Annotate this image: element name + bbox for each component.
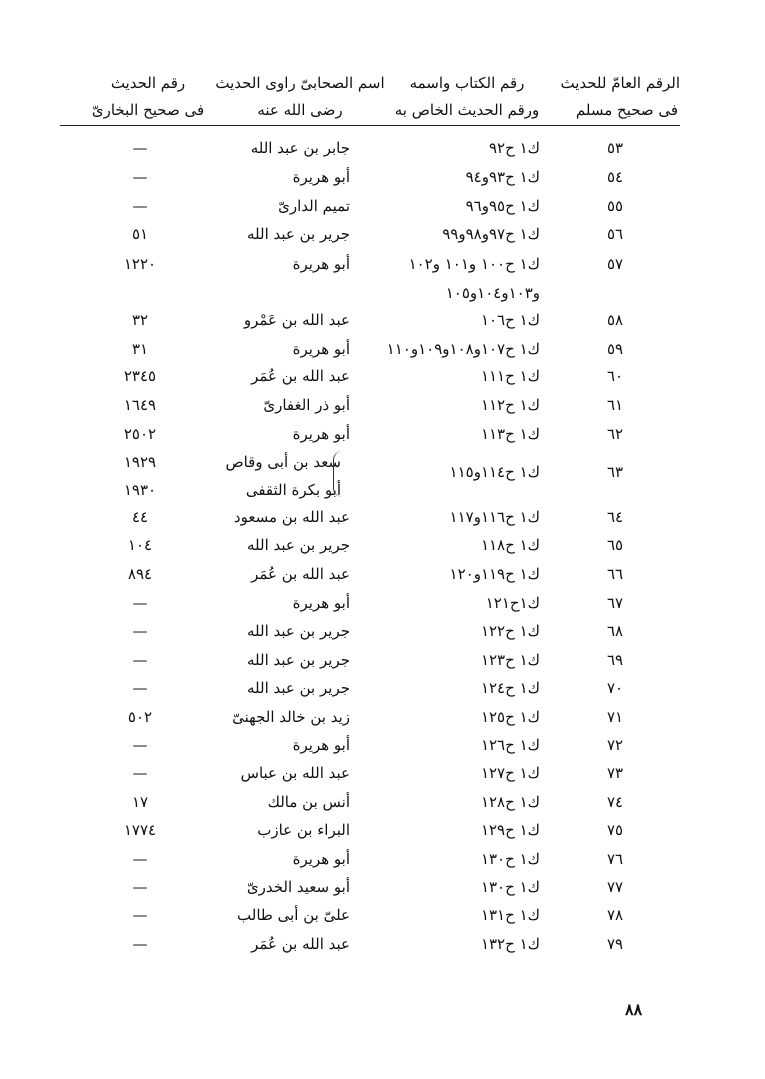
companion-name: جرير بن عبد الله — [247, 651, 350, 669]
hadith-book-ref: ك١ ح١٢٦ — [480, 736, 540, 754]
hadith-book-ref: ك١ ح١٢٤ — [480, 679, 540, 697]
hadith-general-number: ٦١ — [606, 396, 624, 414]
hadith-general-number: ٥٦ — [606, 225, 624, 243]
hadith-book-ref: ك١ ح١١٤و١١٥ — [449, 463, 540, 481]
companion-name: جرير بن عبد الله — [247, 536, 350, 554]
table-row — [0, 703, 765, 731]
grouping-brace — [333, 451, 342, 497]
hadith-book-ref: ك١ ح٩٧و٩٨و٩٩ — [442, 225, 540, 243]
companion-name: عبد الله بن عُمَر — [251, 367, 350, 385]
bukhari-number: — — [132, 197, 148, 215]
header-book-line-1: رقم الكتاب واسمه — [409, 74, 525, 92]
table-row — [0, 816, 765, 844]
bukhari-number: ٣٢ — [131, 311, 149, 329]
companion-name: عبد الله بن عُمَر — [251, 935, 350, 953]
hadith-general-number: ٧٢ — [606, 736, 624, 754]
table-row — [0, 391, 765, 419]
companion-name: أبو هريرة — [292, 425, 350, 443]
hadith-general-number: ٥٣ — [606, 139, 624, 157]
header-bukhari-line-2: فى صحيح البخارىّ — [91, 101, 205, 119]
table-row — [0, 306, 765, 334]
table-row — [0, 674, 765, 702]
table-row — [0, 646, 765, 674]
companion-name: أبو هريرة — [292, 850, 350, 868]
bukhari-number: ١٩٣٠ — [123, 481, 157, 499]
hadith-book-ref: ك١ ح١٣٠ — [480, 850, 540, 868]
hadith-general-number: ٧١ — [606, 708, 624, 726]
companion-name: جابر بن عبد الله — [250, 139, 350, 157]
table-row — [0, 759, 765, 787]
bukhari-number: — — [132, 850, 148, 868]
table-row — [0, 845, 765, 873]
header-bukhari-line-1: رقم الحديث — [110, 74, 186, 92]
hadith-book-ref: ك١ ح١١٦و١١٧ — [449, 508, 540, 526]
companion-name: أبو هريرة — [292, 736, 350, 754]
table-row — [0, 335, 765, 363]
bukhari-number: — — [132, 764, 148, 782]
table-row — [0, 503, 765, 531]
hadith-general-number: ٧٠ — [606, 679, 624, 697]
hadith-general-number: ٦٠ — [606, 367, 624, 385]
hadith-general-number: ٧٣ — [606, 764, 624, 782]
companion-name: تميم الدارىّ — [278, 197, 350, 215]
hadith-book-ref: ك١ ح٩٣و٩٤ — [465, 168, 540, 186]
bukhari-number: — — [132, 906, 148, 924]
companion-name: أبو ذر الغفارىّ — [263, 396, 350, 414]
bukhari-number: ٨٩٤ — [127, 565, 153, 583]
table-row — [0, 420, 765, 448]
hadith-book-ref: ك١ ح١٢٢ — [480, 622, 540, 640]
header-general-line-1: الرقم العامّ للحديث — [560, 74, 680, 92]
companion-name: عبد الله بن عباس — [240, 764, 350, 782]
hadith-general-number: ٥٤ — [606, 168, 624, 186]
hadith-book-ref: ك١ ح١٠٦ — [480, 311, 540, 329]
bukhari-number: — — [132, 935, 148, 953]
bukhari-number: ٥١ — [131, 225, 149, 243]
hadith-book-ref: ك١ ح١٣١ — [480, 906, 540, 924]
companion-name: عبد الله بن مسعود — [233, 508, 350, 526]
companion-name: أبو هريرة — [292, 255, 350, 273]
table-row — [0, 163, 765, 191]
companion-name: علىّ بن أبى طالب — [237, 906, 350, 924]
bukhari-number: ١٧ — [131, 793, 149, 811]
hadith-book-ref: ك١ ح٩٥و٩٦ — [465, 197, 540, 215]
header-general-number — [560, 70, 680, 124]
table-row — [0, 873, 765, 901]
bukhari-number: — — [132, 139, 148, 157]
companion-name: أبو سعيد الخدرىّ — [246, 878, 350, 896]
bukhari-number: ١٠٤ — [127, 536, 153, 554]
hadith-general-number: ٦٦ — [606, 565, 624, 583]
table-row — [0, 617, 765, 645]
table-row — [0, 362, 765, 390]
table-row — [0, 250, 765, 278]
companion-name: أبو هريرة — [292, 594, 350, 612]
bukhari-number: ١٩٢٩ — [123, 453, 157, 471]
header-book-line-2: ورقم الحديث الخاص به — [394, 101, 540, 119]
bukhari-number: — — [132, 679, 148, 697]
hadith-general-number: ٧٥ — [606, 821, 624, 839]
bukhari-number: ٤٤ — [131, 508, 149, 526]
companion-name: أبو بكرة الثقفى — [245, 481, 341, 499]
companion-name: أنس بن مالك — [267, 793, 350, 811]
hadith-general-number: ٦٤ — [606, 508, 624, 526]
hadith-general-number: ٦٣ — [606, 463, 624, 481]
hadith-general-number: ٧٨ — [606, 906, 624, 924]
bukhari-number: ١٢٢٠ — [123, 255, 157, 273]
bukhari-number: ٥٠٢ — [127, 708, 153, 726]
bukhari-number: ١٧٧٤ — [123, 821, 157, 839]
hadith-general-number: ٧٦ — [606, 850, 624, 868]
hadith-general-number: ٧٩ — [606, 935, 624, 953]
hadith-book-ref: ك١ ح١٣٢ — [480, 935, 540, 953]
hadith-book-ref: ك١ ح١٢٧ — [480, 764, 540, 782]
companion-name: سعد بن أبى وقاص — [225, 453, 341, 471]
table-row — [0, 192, 765, 220]
hadith-general-number: ٧٤ — [606, 793, 624, 811]
hadith-book-ref: ك١ ح٩٢ — [488, 139, 540, 157]
companion-name: عبد الله بن عَمْرو — [243, 311, 350, 329]
companion-name: عبد الله بن عُمَر — [251, 565, 350, 583]
table-row — [0, 560, 765, 588]
bukhari-number: ٢٣٤٥ — [123, 367, 157, 385]
table-row — [0, 589, 765, 617]
table-row — [0, 930, 765, 958]
page-number: ٨٨ — [625, 1000, 643, 1019]
table-row — [0, 134, 765, 162]
bukhari-number: — — [132, 651, 148, 669]
header-book-number — [383, 70, 551, 124]
header-general-line-2: فى صحيح مسلم — [575, 101, 679, 119]
bukhari-number: ١٦٤٩ — [123, 396, 157, 414]
bukhari-number: — — [132, 736, 148, 754]
hadith-general-number: ٦٢ — [606, 425, 624, 443]
hadith-book-ref: ك١ ح١١٩و١٢٠ — [449, 565, 540, 583]
hadith-book-ref: ك١ ح١١٢ — [480, 396, 540, 414]
hadith-book-ref: ك١ ح١٢٥ — [480, 708, 540, 726]
companion-name: جرير بن عبد الله — [247, 225, 350, 243]
hadith-book-ref: ك١ ح١٠٠ و١٠١ و١٠٢ — [408, 255, 540, 273]
bukhari-number: — — [132, 168, 148, 186]
bukhari-number: — — [132, 878, 148, 896]
hadith-book-ref: ك١ ح١٣٠ — [480, 878, 540, 896]
hadith-book-ref: ك١ ح١٠٧و١٠٨و١٠٩و١١٠ — [386, 340, 540, 358]
table-row — [0, 901, 765, 929]
hadith-book-ref: ك١ ح١٢٨ — [480, 793, 540, 811]
hadith-book-ref: ك١ ح١٢٣ — [480, 651, 540, 669]
companion-name: البراء بن عازب — [257, 821, 350, 839]
header-rule — [60, 125, 680, 126]
hadith-book-ref: ك١ ح١١٣ — [480, 425, 540, 443]
table-row — [0, 220, 765, 248]
bukhari-number: — — [132, 594, 148, 612]
header-bukhari-number — [90, 70, 206, 124]
companion-name: أبو هريرة — [292, 340, 350, 358]
hadith-general-number: ٥٧ — [606, 255, 624, 273]
hadith-general-number: ٥٨ — [606, 311, 624, 329]
companion-name: زيد بن خالد الجهنىّ — [232, 708, 350, 726]
hadith-general-number: ٦٥ — [606, 536, 624, 554]
hadith-book-ref: ك١ ح١٢٩ — [480, 821, 540, 839]
hadith-book-ref: ك١ح١٢١ — [485, 594, 540, 612]
table-row — [0, 731, 765, 759]
bukhari-number: — — [132, 622, 148, 640]
hadith-book-ref: ك١ ح١١٨ — [480, 536, 540, 554]
table-row — [0, 531, 765, 559]
hadith-general-number: ٦٧ — [606, 594, 624, 612]
table-row — [0, 788, 765, 816]
hadith-general-number: ٥٥ — [606, 197, 624, 215]
row-57-continuation: و١٠٣و١٠٤و١٠٥ — [445, 284, 540, 302]
header-name-line-2: رضى الله عنه — [257, 101, 343, 119]
companion-name: جرير بن عبد الله — [247, 622, 350, 640]
hadith-general-number: ٥٩ — [606, 340, 624, 358]
hadith-general-number: ٦٨ — [606, 622, 624, 640]
hadith-general-number: ٦٩ — [606, 651, 624, 669]
bukhari-number: ٣١ — [131, 340, 149, 358]
companion-name: أبو هريرة — [292, 168, 350, 186]
companion-name: جرير بن عبد الله — [247, 679, 350, 697]
header-companion-name — [215, 70, 385, 124]
bukhari-number: ٢٥٠٢ — [123, 425, 157, 443]
hadith-general-number: ٧٧ — [606, 878, 624, 896]
hadith-book-ref: ك١ ح١١١ — [480, 367, 540, 385]
header-name-line-1: اسم الصحابىّ راوى الحديث — [215, 74, 385, 92]
